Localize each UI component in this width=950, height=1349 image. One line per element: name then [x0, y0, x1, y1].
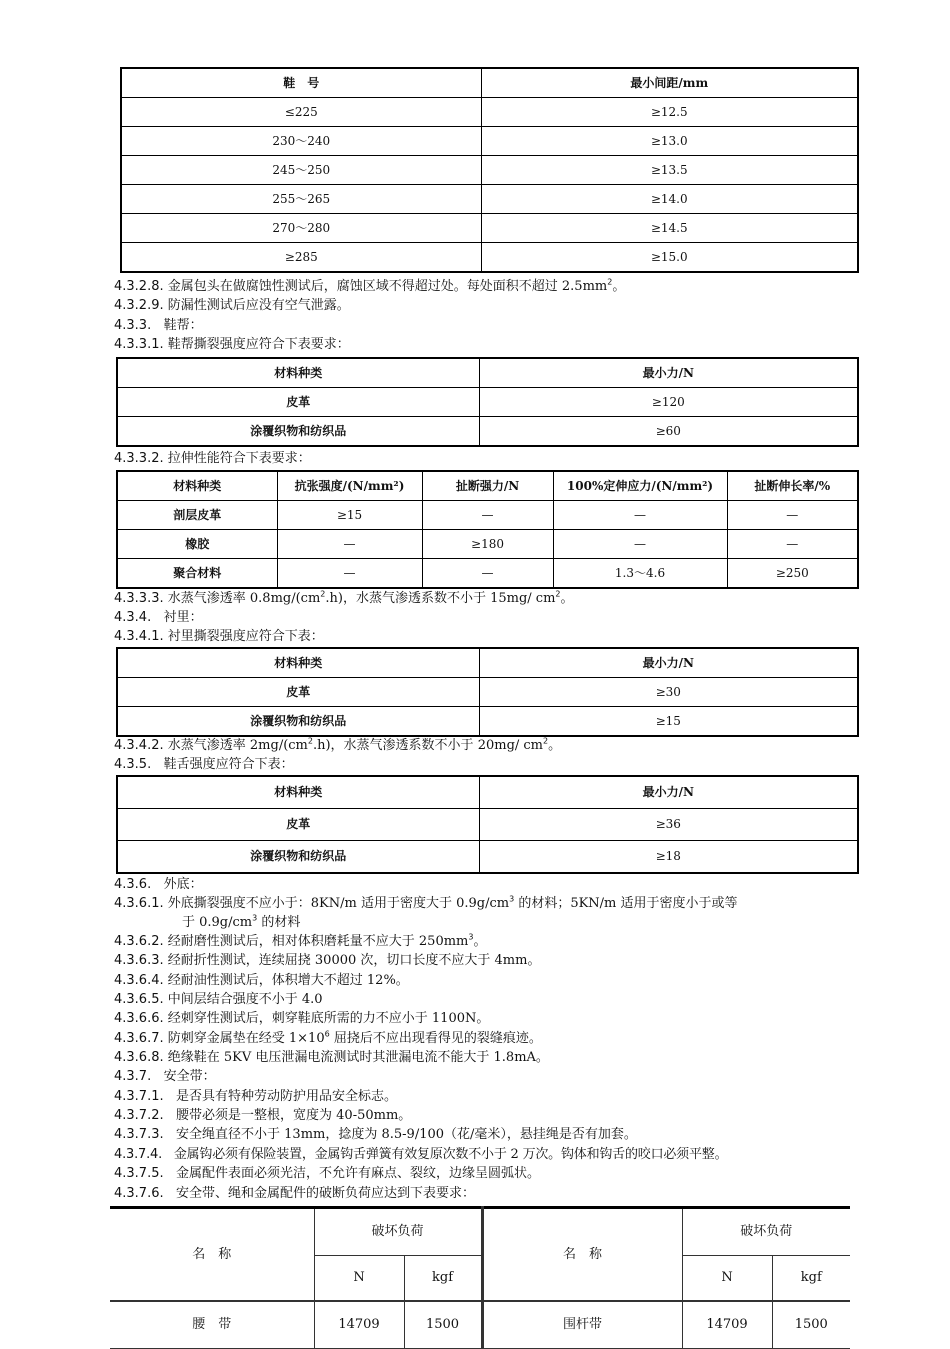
cell: 皮革 — [117, 678, 479, 707]
table-row — [117, 530, 858, 559]
clause-4-3-7-3 — [114, 1125, 637, 1144]
table-row — [121, 156, 858, 185]
clause-number: 4.3.6. — [114, 877, 152, 892]
clause-4-3-3 — [114, 316, 203, 335]
cell: 皮革 — [117, 809, 479, 841]
clause-number: 4.3.5. — [114, 757, 152, 772]
unit-kgf-right: kgf — [772, 1256, 850, 1302]
clause-4-3-4-1 — [114, 627, 324, 646]
cell: 腰 带 — [110, 1301, 314, 1349]
clause-number: 4.3.6.5. — [114, 992, 164, 1007]
clause-text-tail: 的材料 — [257, 915, 301, 930]
table-header-row — [110, 1208, 850, 1256]
cell: 1.3～4.6 — [553, 559, 727, 589]
clause-number: 4.3.7.6. — [114, 1186, 164, 1201]
clause-text: 外底： — [163, 877, 203, 892]
unit-kgf-left: kgf — [404, 1256, 482, 1302]
table-row — [121, 185, 858, 214]
cell: ≥285 — [121, 243, 481, 273]
clause-number: 4.3.7.2. — [114, 1108, 164, 1123]
clause-text: 鞋帮撕裂强度应符合下表要求： — [167, 337, 350, 352]
cell: ≤225 — [121, 98, 481, 127]
clause-number: 4.3.3. — [114, 318, 152, 333]
cell: ≥15 — [277, 501, 422, 530]
clause-text-tail: .h)，水蒸气渗透系数不小于 15mg/ cm — [325, 591, 556, 606]
cell: ≥30 — [479, 678, 858, 707]
header-material: 材料种类 — [117, 358, 479, 388]
clause-text: 金属配件表面必须光洁，不允许有麻点、裂纹，边缘呈圆弧状。 — [176, 1166, 541, 1181]
clause-4-3-7 — [114, 1067, 216, 1086]
clause-text-tail: 。 — [548, 738, 562, 753]
cell: ≥120 — [479, 388, 858, 417]
clause-number: 4.3.3.2. — [114, 451, 164, 466]
table-row — [117, 501, 858, 530]
clause-text: 经耐油性测试后，体积增大不超过 12%。 — [167, 973, 409, 988]
breaking-load-table — [110, 1206, 850, 1349]
header-material: 材料种类 — [117, 471, 277, 501]
cell: — — [422, 559, 553, 589]
clause-4-3-7-1 — [114, 1087, 397, 1106]
clause-4-3-6-8 — [114, 1048, 549, 1067]
clause-text: 安全带、绳和金属配件的破断负荷应达到下表要求： — [176, 1186, 476, 1201]
clause-number: 4.3.2.8. — [114, 279, 164, 294]
clause-text: 安全绳直径不小于 13mm，捻度为 8.5-9/100（花/毫米），悬挂绳是否有加套。 — [176, 1127, 637, 1142]
table-row — [121, 127, 858, 156]
cell: 245～250 — [121, 156, 481, 185]
cell: — — [553, 530, 727, 559]
clause-4-3-6-5 — [114, 990, 323, 1009]
table-row — [121, 214, 858, 243]
clause-number: 4.3.6.1. — [114, 896, 164, 911]
superscript: 2 — [607, 277, 613, 287]
superscript: 2 — [320, 589, 326, 599]
header-min-force: 最小力/N — [479, 358, 858, 388]
clause-4-3-3-1 — [114, 335, 350, 354]
header-tensile-strength: 抗张强度/(N/mm²) — [277, 471, 422, 501]
clause-text: 是否具有特种劳动防护用品安全标志。 — [176, 1089, 398, 1104]
clause-text-tail: .h)，水蒸气渗透系数不小于 20mg/ cm — [312, 738, 544, 753]
clause-4-3-6-7 — [114, 1029, 542, 1048]
clause-4-3-7-6 — [114, 1184, 475, 1203]
clause-text-tail: 的材料；5KN/m 适用于密度小于或等 — [514, 896, 738, 911]
clause-4-3-6 — [114, 875, 203, 894]
clause-4-3-6-2 — [114, 932, 486, 951]
table-row — [117, 841, 858, 874]
clause-text: 水蒸气渗透率 2mg/(cm — [167, 738, 308, 753]
cell: 270～280 — [121, 214, 481, 243]
clause-number: 4.3.4.1. — [114, 629, 164, 644]
clause-4-3-6-3 — [114, 951, 540, 970]
header-elongation: 扯断伸长率/% — [727, 471, 858, 501]
table-row — [110, 1301, 850, 1349]
clause-text: 经耐折性测试，连续屈挠 30000 次，切口长度不应大于 4mm。 — [167, 953, 541, 968]
cell: ≥60 — [479, 417, 858, 447]
table-row — [117, 417, 858, 447]
cell: — — [553, 501, 727, 530]
table-row — [117, 678, 858, 707]
cell: 聚合材料 — [117, 559, 277, 589]
clause-text: 金属钩必须有保险装置，金属钩舌弹簧有效复原次数不小于 2 万次。钩体和钩舌的咬口必须平整。 — [173, 1147, 728, 1162]
table-row — [117, 388, 858, 417]
cell: ≥36 — [479, 809, 858, 841]
clause-text: 经耐磨性测试后，相对体积磨耗量不应大于 250mm — [167, 934, 469, 949]
clause-text: 鞋舌强度应符合下表： — [163, 757, 294, 772]
clause-text: 于 0.9g/cm — [182, 915, 253, 930]
cell: ≥14.5 — [481, 214, 858, 243]
superscript: 6 — [324, 1029, 330, 1039]
cell: 14709 — [314, 1301, 404, 1349]
unit-n-right: N — [682, 1256, 772, 1302]
clause-number: 4.3.6.4. — [114, 973, 164, 988]
clause-text-tail: 屈挠后不应出现看得见的裂缝痕迹。 — [329, 1031, 542, 1046]
cell: 皮革 — [117, 388, 479, 417]
clause-4-3-3-3 — [114, 589, 574, 608]
clause-4-3-2-8 — [114, 277, 625, 296]
clause-text: 拉伸性能符合下表要求： — [167, 451, 311, 466]
header-load-right: 破坏负荷 — [682, 1208, 850, 1256]
table-row — [121, 243, 858, 273]
cell: — — [727, 501, 858, 530]
clause-number: 4.3.6.2. — [114, 934, 164, 949]
clause-4-3-6-1 — [114, 894, 738, 913]
cell: ≥14.0 — [481, 185, 858, 214]
clause-4-3-6-6 — [114, 1009, 489, 1028]
clause-number: 4.3.7.3. — [114, 1127, 164, 1142]
cell: 涂覆织物和纺织品 — [117, 707, 479, 737]
clause-number: 4.3.3.1. — [114, 337, 164, 352]
lining-tear-strength-table — [116, 647, 859, 737]
superscript: 2 — [555, 589, 561, 599]
clause-text-tail: 。 — [560, 591, 574, 606]
clause-text: 中间层结合强度不小于 4.0 — [167, 992, 323, 1007]
cell: — — [727, 530, 858, 559]
clause-text: 经刺穿性测试后，刺穿鞋底所需的力不应小于 1100N。 — [167, 1011, 490, 1026]
superscript: 3 — [468, 932, 474, 942]
shoe-size-spacing-table — [120, 67, 859, 273]
clause-text: 防刺穿金属垫在经受 1×10 — [167, 1031, 325, 1046]
header-min-force: 最小力/N — [479, 648, 858, 678]
clause-4-3-3-2 — [114, 449, 311, 468]
table-row — [117, 707, 858, 737]
clause-number: 4.3.7.1. — [114, 1089, 164, 1104]
cell: ≥12.5 — [481, 98, 858, 127]
cell: 1500 — [404, 1301, 482, 1349]
clause-4-3-4-2 — [114, 736, 561, 755]
clause-number: 4.3.7.5. — [114, 1166, 164, 1181]
unit-n-left: N — [314, 1256, 404, 1302]
header-material: 材料种类 — [117, 776, 479, 809]
cell: — — [277, 559, 422, 589]
header-min-force: 最小力/N — [479, 776, 858, 809]
clause-text: 衬里撕裂强度应符合下表： — [167, 629, 324, 644]
clause-4-3-6-4 — [114, 971, 409, 990]
clause-text: 衬里： — [163, 610, 203, 625]
clause-number: 4.3.4. — [114, 610, 152, 625]
clause-number: 4.3.6.7. — [114, 1031, 164, 1046]
cell: ≥15.0 — [481, 243, 858, 273]
cell: 涂覆织物和纺织品 — [117, 841, 479, 874]
clause-4-3-7-4 — [114, 1145, 727, 1164]
table-row — [117, 809, 858, 841]
cell: 橡胶 — [117, 530, 277, 559]
cell: 涂覆织物和纺织品 — [117, 417, 479, 447]
clause-text: 外底撕裂强度不应小于：8KN/m 适用于密度大于 0.9g/cm — [167, 896, 510, 911]
cell: 剖层皮革 — [117, 501, 277, 530]
cell: 1500 — [772, 1301, 850, 1349]
header-material: 材料种类 — [117, 648, 479, 678]
clause-text: 腰带必须是一整根，宽度为 40-50mm。 — [176, 1108, 412, 1123]
clause-4-3-6-1-continuation — [182, 913, 300, 932]
clause-text: 金属包头在做腐蚀性测试后，腐蚀区域不得超过处。每处面积不超过 2.5mm — [167, 279, 608, 294]
table-header-row — [117, 776, 858, 809]
clause-number: 4.3.6.8. — [114, 1050, 164, 1065]
superscript: 3 — [509, 894, 515, 904]
clause-text-tail: 。 — [612, 279, 626, 294]
cell: ≥180 — [422, 530, 553, 559]
header-load-left: 破坏负荷 — [314, 1208, 482, 1256]
clause-number: 4.3.7.4. — [114, 1147, 163, 1162]
clause-text: 绝缘鞋在 5KV 电压泄漏电流测试时其泄漏电流不能大于 1.8mA。 — [167, 1050, 549, 1065]
clause-text: 鞋帮： — [163, 318, 203, 333]
upper-tear-strength-table — [116, 357, 859, 447]
table-row — [117, 559, 858, 589]
superscript: 2 — [307, 736, 313, 746]
cell: 围杆带 — [482, 1301, 682, 1349]
header-name-left: 名 称 — [110, 1208, 314, 1302]
clause-4-3-7-5 — [114, 1164, 540, 1183]
clause-text-tail: 。 — [473, 934, 487, 949]
cell: ≥18 — [479, 841, 858, 874]
cell: — — [422, 501, 553, 530]
tongue-strength-table — [116, 775, 859, 874]
table-header-row — [121, 68, 858, 98]
clause-text: 水蒸气渗透率 0.8mg/(cm — [167, 591, 321, 606]
clause-text: 防漏性测试后应没有空气泄露。 — [167, 298, 350, 313]
cell: — — [277, 530, 422, 559]
clause-number: 4.3.6.6. — [114, 1011, 164, 1026]
cell: ≥250 — [727, 559, 858, 589]
cell: 230～240 — [121, 127, 481, 156]
clause-number: 4.3.3.3. — [114, 591, 164, 606]
table-header-row — [117, 648, 858, 678]
clause-text: 安全带： — [163, 1069, 216, 1084]
table-header-row — [117, 471, 858, 501]
header-break-force: 扯断强力/N — [422, 471, 553, 501]
clause-4-3-4 — [114, 608, 203, 627]
clause-number: 4.3.6.3. — [114, 953, 164, 968]
header-modulus: 100%定伸应力/(N/mm²) — [553, 471, 727, 501]
clause-number: 4.3.4.2. — [114, 738, 164, 753]
table-row — [121, 98, 858, 127]
cell: 255～265 — [121, 185, 481, 214]
clause-number: 4.3.2.9. — [114, 298, 164, 313]
clause-4-3-5 — [114, 755, 294, 774]
superscript: 3 — [252, 913, 258, 923]
header-shoe-size: 鞋 号 — [121, 68, 481, 98]
cell: 14709 — [682, 1301, 772, 1349]
superscript: 2 — [543, 736, 549, 746]
header-name-right: 名 称 — [482, 1208, 682, 1302]
tensile-properties-table — [116, 470, 859, 589]
cell: ≥13.0 — [481, 127, 858, 156]
clause-4-3-7-2 — [114, 1106, 411, 1125]
clause-4-3-2-9 — [114, 296, 350, 315]
clause-number: 4.3.7. — [114, 1069, 152, 1084]
cell: ≥13.5 — [481, 156, 858, 185]
table-header-row — [117, 358, 858, 388]
header-min-spacing: 最小间距/mm — [481, 68, 858, 98]
cell: ≥15 — [479, 707, 858, 737]
